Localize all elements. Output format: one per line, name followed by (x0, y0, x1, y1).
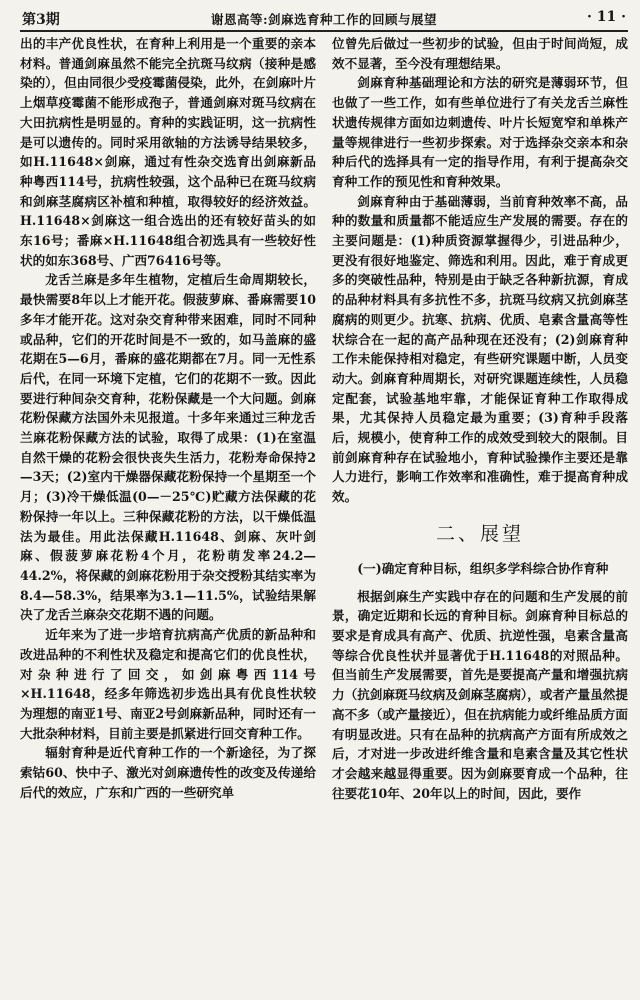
left-column (20, 34, 316, 996)
paragraph: 出的丰产优良性状，在育种上利用是一个重要的亲本材料。普通剑麻虽然不能完全抗斑马纹病（接种是感染的），但由同很少受疫霉菌侵染，此外，在剑麻叶片上烟草疫霉菌不能形成孢子，普通剑麻对斑马纹病在大田抗病性是明显的。育种的实践证明，这一抗病性是可以遗传的。同时采用欲轴的方法诱导结果较多，如H.11648×剑麻，通过有性杂交选育出剑麻新品种粤西114号，抗病性较强，这个品种已在斑马纹病和剑麻茎腐病区补植和种植，取得较好的经济效益。H.11648×剑麻这一组合选出的还有较好苗头的如东16号；番麻×H.11648组合初选具有一些较好性状的如东368号、广西76416号等。 (20, 36, 316, 268)
paragraph: 龙舌兰麻是多年生植物，定植后生命周期较长，最快需要8年以上才能开花。假菠萝麻、番麻需要10多年才能开花。这对杂交育种带来困难，同时不同种或品种，它们的开花时间是不一致的，如马盖麻的盛花期在5—6月，番麻的盛花期都在7月。同一无性系后代，在同一环境下定植，它们的花期不一致。因此要进行种间杂交育种，花粉保藏是一个大问题。剑麻花粉保藏方法国外未见报道。十多年来通过三种龙舌兰麻花粉保藏方法的试验，取得了成果：(1)在室温自然干燥的花粉会很快丧失生活力，花粉寿命保持2—3天；(2)室内干燥器保藏花粉保持一个星期至一个月；(3)冷干燥低温(0—－25℃)贮藏方法保藏的花粉保持一年以上。三种保藏花粉的方法，以干燥低温法为最佳。用此法保藏H.11648、剑麻、灰叶剑麻、假菠萝麻花粉4个月，花粉萌发率24.2—44.2%，将保藏的剑麻花粉用于杂交授粉其结实率为8.4—58.3%，结果率为3.1—11.5%，试验结果解决了龙舌兰麻杂交花期不遇的问题。 (20, 272, 316, 623)
paragraph: 剑麻育种由于基础薄弱，当前育种效率不高，品种的数量和质量都不能适应生产发展的需要。存在的主要问题是：(1)种质资源掌握得少，引进品种少，更没有很好地鉴定、筛选和利用。因此，难于育成更多的突破性品种，特别是由于缺乏各种新抗源，育成的品种材料具有多抗性不多，抗斑马纹病又抗剑麻茎腐病的则更少。抗寒、抗病、优质、皂素含量高等性状综合在一起的高产品种现在还没有；(2)剑麻育种工作未能保持相对稳定，有些研究课题中断，人员变动大。剑麻育种周期长，对研究课题连续性，人员稳定配套，试验基地牢靠，才能保证育种工作取得成果，尤其保持人员稳定最为重要；(3)育种手段落后，规模小，使育种工作的成效受到较大的限制。目前剑麻育种存在试验地小，育种试验操作主要还是靠人力进行，影响工作效率和准确性，难于提高育种成效。 (332, 193, 628, 505)
section-title: 二、展望 (435, 522, 524, 545)
paragraph: 辐射育种是近代育种工作的一个新途径，为了探索钴60、快中子、激光对剑麻遗传性的改变及传递给后代的效应，广东和广西的一些研究单 (20, 745, 316, 800)
paragraph: 根据剑麻生产实践中存在的问题和生产发展的前景，确定近期和长远的育种目标。剑麻育种目标总的要求是育成具有高产、优质、抗逆性强，皂素含量高等综合优良性状并显著优于H.11648的对照品种。但当前生产发展需要，首先是要提高产量和增强抗病力（抗剑麻斑马纹病及剑麻茎腐病），或者产量虽然提高不多（或产量接近），但在抗病能力或纤维品质方面有明显改进。只有在品种的抗病高产方面有所成效之后，才对进一步改进纤维含量和皂素含量及其它性状才会越来越显得重要。因为剑麻要育成一个品种，往往要花10年、20年以上的时间，因此，要作 (332, 588, 628, 801)
issue-number: 第3期 (22, 12, 60, 28)
running-title: 谢恩高等:剑麻选育种工作的回顾与展望 (210, 12, 438, 27)
paragraph: 近年来为了进一步培育抗病高产优质的新品种和改进品种的不利性状及稳定和提高它们的优良性状，对杂种进行了回交，如剑麻粤西114号×H.11648，经多年筛选初步选出具有优良性状较为理想的南亚1号、南亚2号剑麻新品种，同时还有一大批杂种材料，目前主要是抓紧进行回交育种工作。 (20, 627, 316, 741)
page-number: · 11 · (587, 9, 626, 25)
subsection-title: (一)确定育种目标，组织多学科综合协作育种 (357, 560, 609, 576)
paragraph: 剑麻育种基础理论和方法的研究是薄弱环节，但也做了一些工作，如有些单位进行了有关龙舌兰麻性状遗传规律方面如边刺遗传、叶片长短宽窄和单株产量等规律进行一些初步探索。对于选择杂交亲本和杂种后代的选择具有一定的指导作用，有利于提高杂交育种工作的预见性和育种效果。 (332, 75, 628, 189)
running-header (20, 8, 628, 32)
right-column (332, 34, 628, 996)
paragraph: 位曾先后做过一些初步的试验，但由于时间尚短，成效不显著，至今没有理想结果。 (332, 36, 628, 71)
